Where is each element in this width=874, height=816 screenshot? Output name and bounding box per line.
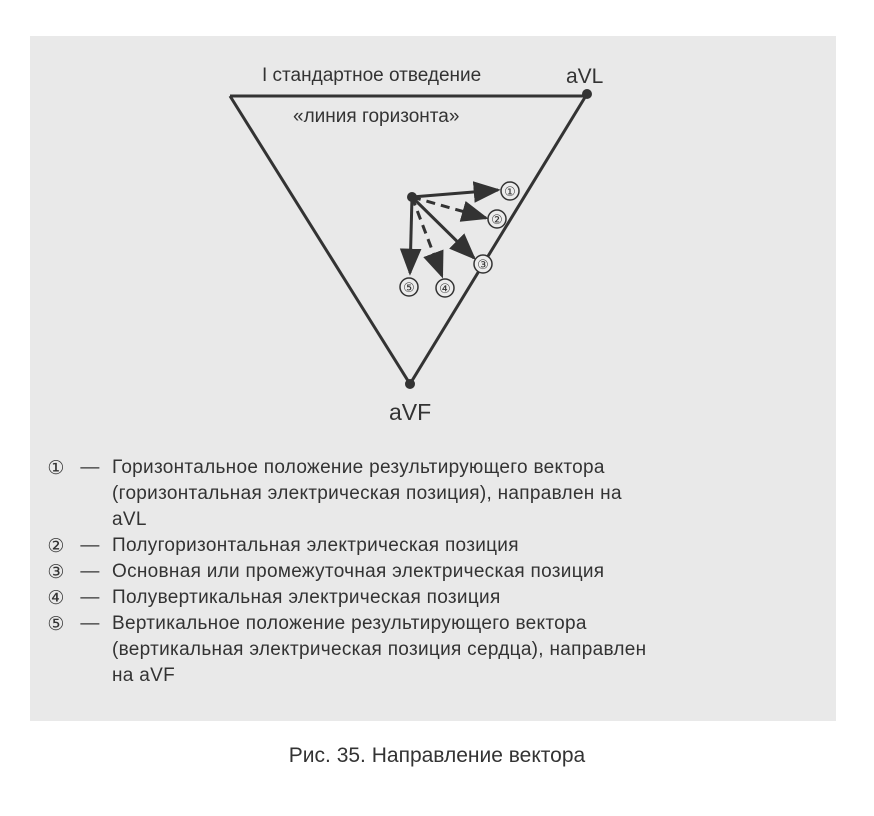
legend-marker: ① [47,457,65,479]
legend-text: Горизонтальное положение результирующего вектора (горизонтальная электрическая позиция), направлен на aVL [112,457,622,530]
legend-text: Полувертикальная электрическая позиция [112,587,501,608]
svg-text:④: ④ [439,282,451,297]
legend-dash: — [80,535,100,556]
figure-caption: Рис. 35. Направление вектора [288,744,586,767]
svg-text:⑤: ⑤ [403,281,415,296]
vector-5-arrow [410,197,412,273]
vector-4-marker [436,279,454,297]
legend-dash: — [80,457,100,478]
legend-dash: — [80,587,100,608]
horizon-label: «линия горизонта» [293,106,460,127]
left-triangle-side [230,96,410,384]
legend-item-1 [44,455,824,533]
legend-dash: — [80,613,100,634]
svg-text:③: ③ [477,258,489,273]
vector-3-marker [474,255,492,273]
legend-marker: ⑤ [47,613,65,635]
right-triangle-side [410,94,587,384]
svg-text:①: ① [504,185,516,200]
legend [44,455,824,689]
avf-node [405,379,415,389]
vector-2-marker [488,210,506,228]
avf-label: aVF [389,399,432,425]
avl-label: aVL [566,65,604,88]
vector-4-arrow [412,197,442,276]
legend-marker: ④ [47,587,65,609]
legend-item-3 [44,559,824,585]
legend-marker: ③ [47,561,65,583]
legend-item-5 [44,611,824,689]
lead-i-label: I стандартное отведение [262,65,482,86]
legend-marker: ② [47,535,65,557]
vector-5-marker [400,278,418,296]
avl-node [582,89,592,99]
legend-dash: — [80,561,100,582]
vector-1-arrow [412,190,498,197]
vector-1-marker [501,182,519,200]
legend-text: Вертикальное положение результирующего вектора (вертикальная электрическая позиция сердца), направлен на aVF [112,613,647,686]
legend-item-2 [44,533,824,559]
legend-text: Полугоризонтальная электрическая позиция [112,535,519,556]
legend-item-4 [44,585,824,611]
svg-text:②: ② [491,213,503,228]
legend-text: Основная или промежуточная электрическая позиция [112,561,605,582]
